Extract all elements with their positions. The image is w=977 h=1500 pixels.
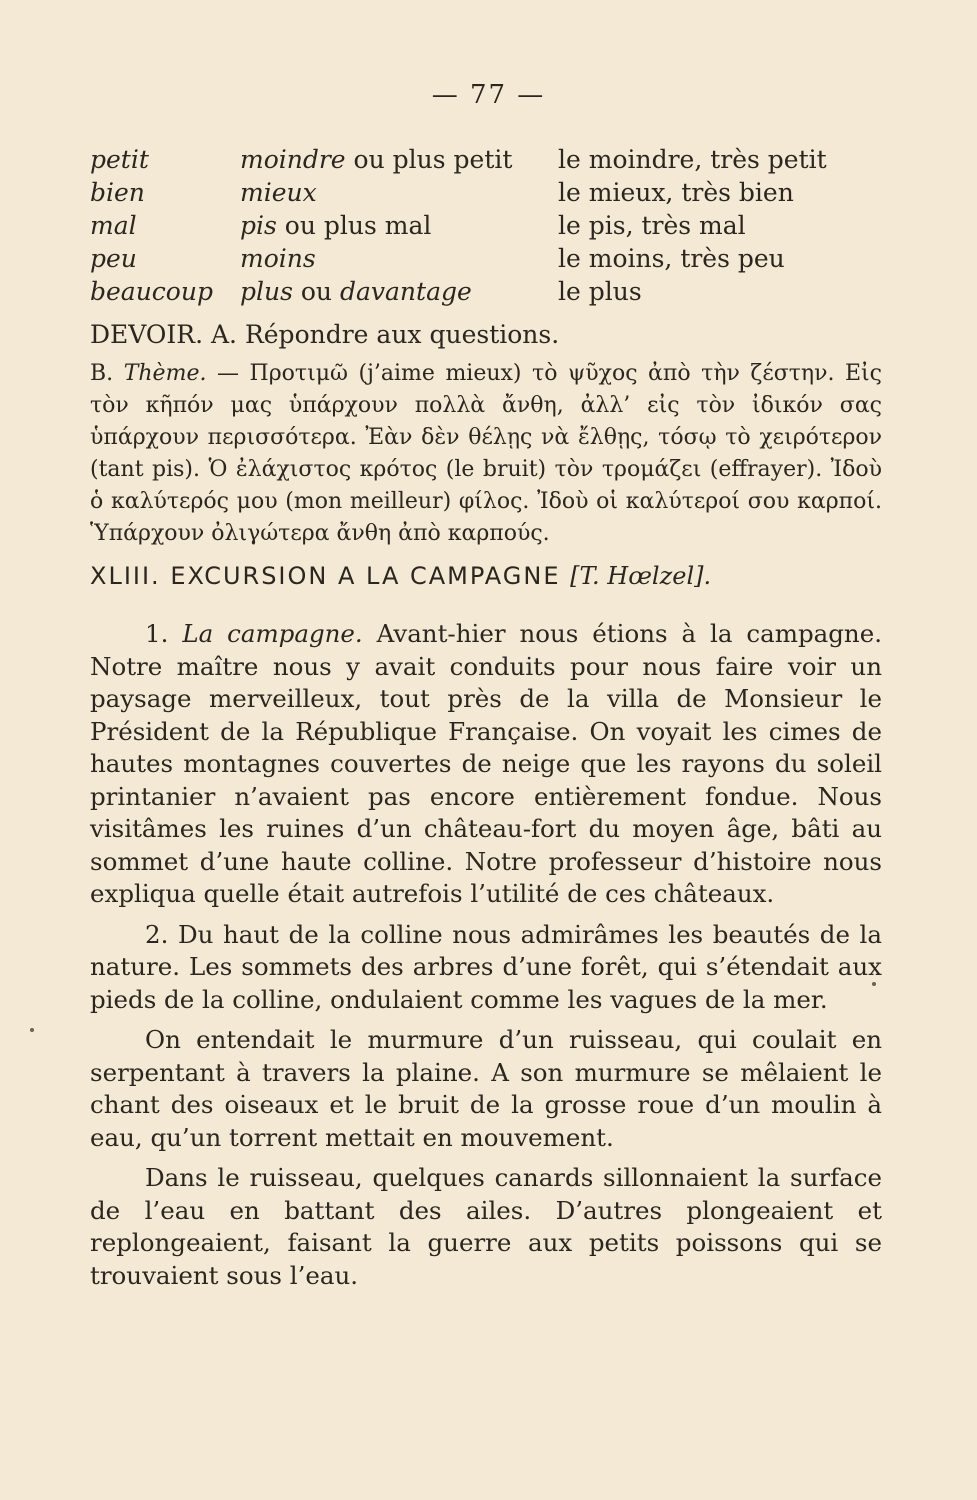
devoir-line: DEVOIR. A. Répondre aux questions.	[90, 320, 560, 349]
comparative-cell	[240, 145, 558, 178]
superlative-cell: le plus	[558, 277, 642, 306]
comparative-part: moins	[240, 244, 316, 273]
theme-text: — Προτιμῶ (j’aime mieux) τὸ ψῦχος ἀπὸ τὴν ζέστην. Εἰς τὸν κῆπόν μας ὑπάρχουν πολλὰ ἄνθη, ἀλλ’ εἰς τὸν ἰδικόν σας ὑπάρχουν περισσότερα. Ἐὰν δὲν θέλῃς νὰ ἔλθῃς, τόσῳ τὸ χειρότερον (tant pis). Ὁ ἐλάχιστος κρότος (le bruit) τὸν τρομάζει (effrayer). Ἰδοὺ ὁ καλύτερός μου (mon meilleur) φίλος. Ἰδοὺ οἱ καλύτεροί σου καρποί. Ὑπάρχουν ὀλιγώτερα ἄνθη ἀπὸ καρπούς.	[90, 361, 883, 546]
table-row	[90, 145, 827, 178]
comparative-part: davantage	[339, 277, 472, 306]
lesson-source: [T. Hœlzel].	[570, 562, 712, 590]
comparative-part: pis	[240, 211, 277, 240]
paragraph-text: On entendait le murmure d’un ruisseau, qui coulait en serpentant à travers la plaine. A son murmure se mêlaient le chant des oiseaux et le bruit de la grosse roue d’un moulin à eau, qu’un torrent mettait en mouvement.	[90, 1025, 882, 1152]
comparative-cell	[240, 277, 558, 310]
paragraph-text: Dans le ruisseau, quelques canards sillonnaient la surface de l’eau en battant des ailes. D’autres plongeaient et replongeaient, faisant la guerre aux petits poissons qui se trouvaient sous l’eau.	[90, 1163, 882, 1290]
positive-cell: mal	[90, 211, 137, 240]
table-row	[90, 277, 827, 310]
lesson-title: EXCURSION A LA CAMPAGNE	[170, 562, 561, 590]
lesson-heading	[90, 562, 890, 590]
comparative-part: ou plus petit	[345, 145, 513, 174]
paragraph-title: La campagne.	[182, 619, 363, 648]
superlative-cell: le pis, très mal	[558, 211, 746, 240]
comparative-cell	[240, 244, 558, 277]
comparative-cell	[240, 178, 558, 211]
paragraph	[90, 919, 882, 1017]
positive-cell: beaucoup	[90, 277, 213, 306]
comparative-part: ou	[292, 277, 340, 306]
table-row	[90, 211, 827, 244]
lesson-body	[90, 618, 882, 1300]
comparative-part: mieux	[240, 178, 317, 207]
page-number: — 77 —	[431, 80, 546, 110]
theme-exercise	[90, 358, 882, 550]
table-row	[90, 244, 827, 277]
comparative-part: plus	[240, 277, 293, 306]
paper-speck	[30, 1028, 34, 1032]
paragraph-lead: 1.	[145, 619, 183, 648]
paragraph-lead: 2.	[145, 919, 178, 949]
superlative-cell: le moindre, très petit	[558, 145, 827, 174]
paragraph	[90, 1162, 882, 1292]
comparative-part: moindre	[240, 145, 346, 174]
positive-cell: bien	[90, 178, 145, 207]
positive-cell: peu	[90, 244, 137, 273]
paragraph	[90, 618, 882, 911]
superlative-cell: le moins, très peu	[558, 244, 785, 273]
paper-speck	[872, 982, 876, 986]
adverb-comparison-table	[90, 145, 827, 310]
superlative-cell: le mieux, très bien	[558, 178, 794, 207]
table-row	[90, 178, 827, 211]
comparative-part: ou plus mal	[276, 211, 432, 240]
lesson-number: XLIII.	[90, 562, 161, 590]
theme-title: Thème.	[123, 361, 207, 386]
comparative-cell	[240, 211, 558, 244]
paragraph-text: Du haut de la colline nous admirâmes les beautés de la nature. Les sommets des arbres d’une forêt, qui s’étendait aux pieds de la colline, ondulaient comme les vagues de la mer.	[90, 919, 882, 1014]
theme-label: B.	[90, 361, 114, 386]
paragraph	[90, 1024, 882, 1154]
paragraph-text: Avant-hier nous étions à la campagne. Notre maître nous y avait conduits pour nous faire voir un paysage merveilleux, tout près de la villa de Monsieur le Président de la République Française. On voyait les cimes de hautes montagnes couvertes de neige que les rayons du soleil printanier n’avaient pas encore entièrement fondue. Nous visitâmes les ruines d’un château-fort du moyen âge, bâti au sommet d’une haute colline. Notre professeur d’histoire nous expliqua quelle était autrefois l’utilité de ces châteaux.	[90, 619, 882, 908]
positive-cell: petit	[90, 145, 149, 174]
